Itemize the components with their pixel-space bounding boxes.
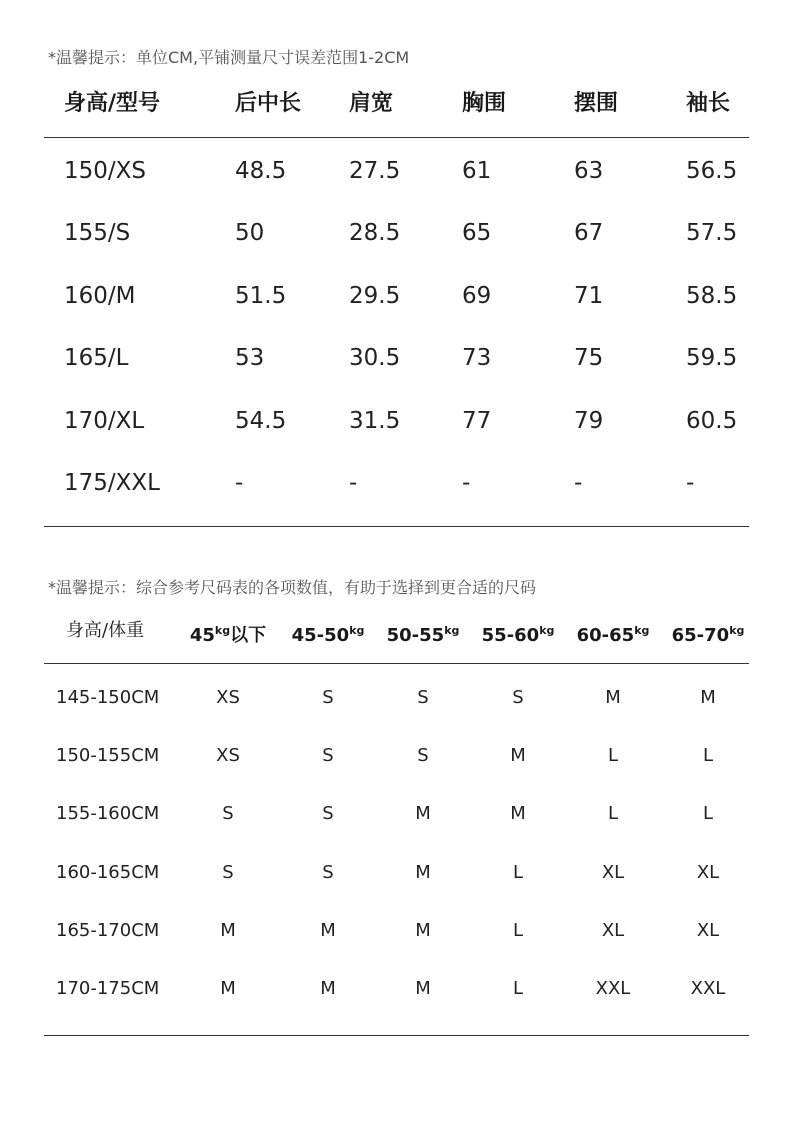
table-cell: M (415, 978, 431, 999)
divider (44, 663, 749, 664)
table-cell: M (320, 920, 336, 941)
table-cell: M (700, 687, 716, 708)
table-row (44, 276, 749, 316)
table-cell: M (510, 803, 526, 824)
table-cell: 27.5 (349, 158, 401, 184)
table-cell: 61 (462, 158, 492, 184)
divider (44, 526, 749, 527)
header-shoulder: 肩宽 (349, 91, 394, 116)
table-cell: 69 (462, 283, 492, 309)
table-cell: S (417, 745, 429, 766)
header-back-length: 后中长 (235, 91, 302, 116)
row-height-range: 160-165CM (56, 862, 160, 883)
row-height-range: 155-160CM (56, 803, 160, 824)
weight-unit: kg (214, 624, 231, 637)
table-row (44, 463, 749, 503)
table-cell: M (605, 687, 621, 708)
table-cell: - (462, 470, 471, 496)
table-cell: 60.5 (686, 408, 738, 434)
table-cell: M (220, 920, 236, 941)
table-cell: 56.5 (686, 158, 738, 184)
table-cell: XL (696, 920, 720, 941)
weight-range-value: 65-70 (671, 625, 730, 646)
weight-unit: kg (349, 624, 365, 637)
table-cell: - (235, 470, 244, 496)
row-height-range: 150-155CM (56, 745, 160, 766)
table-cell: 73 (462, 345, 492, 371)
table-cell: XS (216, 745, 240, 766)
table-cell: L (512, 920, 524, 941)
table-cell: - (686, 470, 695, 496)
table-cell: 48.5 (235, 158, 287, 184)
table-row (44, 973, 749, 1005)
table-cell: 53 (235, 345, 265, 371)
table-cell: - (349, 470, 358, 496)
table-cell: 67 (574, 220, 604, 246)
table-cell: 51.5 (235, 283, 287, 309)
header-weight-range (180, 615, 276, 652)
table-cell: 30.5 (349, 345, 401, 371)
table-cell: - (574, 470, 583, 496)
table-cell: 28.5 (349, 220, 401, 246)
table-cell: 59.5 (686, 345, 738, 371)
table-cell: S (322, 862, 334, 883)
table-cell: M (415, 803, 431, 824)
row-size-label: 150/XS (64, 158, 147, 184)
table-cell: M (510, 745, 526, 766)
table-cell: M (415, 920, 431, 941)
table-cell: S (417, 687, 429, 708)
table-cell: XS (216, 687, 240, 708)
table-cell: 71 (574, 283, 604, 309)
weight-table-note: *温馨提示：综合参考尺码表的各项数值，有助于选择到更合适的尺码 (48, 578, 537, 597)
header-weight-range (660, 615, 756, 652)
row-size-label: 160/M (64, 283, 136, 309)
table-cell: 58.5 (686, 283, 738, 309)
header-height-weight: 身高/体重 (66, 620, 145, 641)
weight-table-header (44, 615, 749, 647)
row-height-range: 170-175CM (56, 978, 160, 999)
table-cell: S (222, 862, 234, 883)
row-height-range: 165-170CM (56, 920, 160, 941)
table-row (44, 740, 749, 772)
table-row (44, 338, 749, 378)
table-row (44, 915, 749, 947)
weight-unit: kg (444, 624, 460, 637)
weight-range-value: 60-65 (576, 625, 635, 646)
weight-unit: kg (634, 624, 650, 637)
table-cell: 75 (574, 345, 604, 371)
table-cell: 77 (462, 408, 492, 434)
weight-range-value: 50-55 (386, 625, 445, 646)
table-row (44, 682, 749, 714)
table-cell: XL (601, 920, 625, 941)
header-sleeve: 袖长 (686, 91, 731, 116)
divider (44, 1035, 749, 1036)
row-height-range: 145-150CM (56, 687, 160, 708)
row-size-label: 165/L (64, 345, 129, 371)
header-chest: 胸围 (462, 91, 507, 116)
table-cell: M (220, 978, 236, 999)
table-cell: L (607, 803, 619, 824)
table-row (44, 401, 749, 441)
size-table-note: *温馨提示：单位CM,平铺测量尺寸误差范围1-2CM (48, 48, 410, 67)
table-row (44, 213, 749, 253)
table-cell: XXL (690, 978, 726, 999)
table-cell: 54.5 (235, 408, 287, 434)
row-size-label: 170/XL (64, 408, 145, 434)
weight-unit: kg (729, 624, 745, 637)
header-weight-range (280, 615, 376, 652)
table-cell: S (322, 687, 334, 708)
table-cell: L (607, 745, 619, 766)
table-cell: 65 (462, 220, 492, 246)
header-weight-range (375, 615, 471, 652)
table-cell: M (320, 978, 336, 999)
table-cell: L (512, 862, 524, 883)
table-cell: 79 (574, 408, 604, 434)
table-cell: 29.5 (349, 283, 401, 309)
weight-unit: kg (539, 624, 555, 637)
table-row (44, 151, 749, 191)
size-table-header (44, 84, 749, 124)
table-cell: S (512, 687, 524, 708)
weight-range-suffix: 以下 (230, 625, 267, 646)
row-size-label: 175/XXL (64, 470, 160, 496)
table-row (44, 798, 749, 830)
table-cell: M (415, 862, 431, 883)
weight-range-value: 55-60 (481, 625, 540, 646)
table-cell: 57.5 (686, 220, 738, 246)
table-cell: S (322, 745, 334, 766)
table-cell: XL (696, 862, 720, 883)
header-weight-range (470, 615, 566, 652)
row-size-label: 155/S (64, 220, 131, 246)
table-cell: L (702, 745, 714, 766)
weight-range-value: 45-50 (291, 625, 350, 646)
header-weight-range (565, 615, 661, 652)
table-cell: XXL (595, 978, 631, 999)
table-cell: S (322, 803, 334, 824)
header-height-size: 身高/型号 (64, 91, 161, 116)
table-cell: 50 (235, 220, 265, 246)
table-cell: L (702, 803, 714, 824)
table-cell: XL (601, 862, 625, 883)
weight-range-value: 45 (189, 625, 215, 646)
table-cell: 31.5 (349, 408, 401, 434)
header-hem: 摆围 (574, 91, 619, 116)
divider (44, 137, 749, 138)
table-cell: 63 (574, 158, 604, 184)
table-cell: L (512, 978, 524, 999)
table-row (44, 857, 749, 889)
table-cell: S (222, 803, 234, 824)
